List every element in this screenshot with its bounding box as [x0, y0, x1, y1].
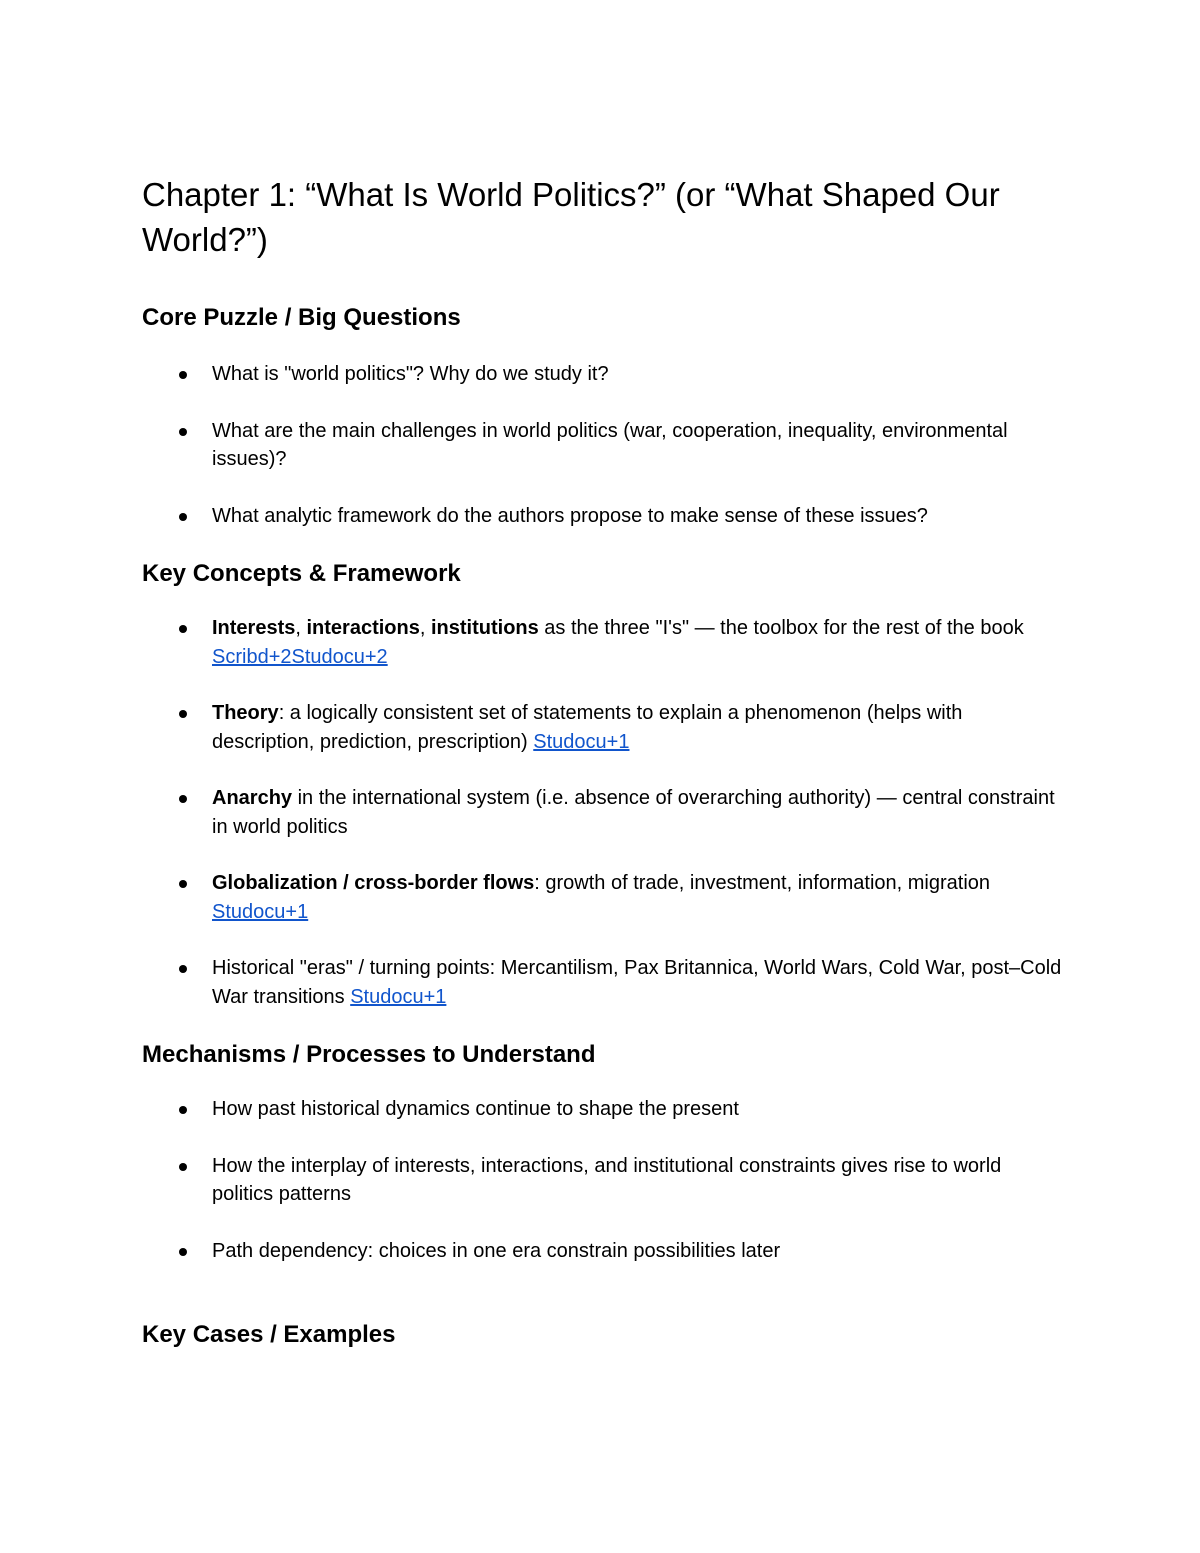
bold-term: interactions — [306, 617, 420, 639]
list-item: Interests, interactions, institutions as the three "I's" — the toolbox for the rest of the book Scribd+2Studocu+2 — [142, 614, 1062, 671]
bold-term: institutions — [430, 617, 539, 639]
list-item: Path dependency: choices in one era constrain possibilities later — [142, 1237, 1062, 1266]
page-title: Chapter 1: “What Is World Politics?” (or “What Shaped Our World?”) — [142, 176, 1000, 258]
list-item: Globalization / cross-border flows: growth of trade, investment, information, migration Studocu+1 — [142, 869, 1062, 926]
source-link[interactable]: Studocu+1 — [350, 985, 447, 1008]
bold-term: Globalization / cross-border flows — [212, 872, 535, 894]
list-item: How past historical dynamics continue to shape the present — [142, 1095, 1062, 1124]
section-heading-mechanisms: Mechanisms / Processes to Understand — [142, 1041, 596, 1068]
bullet-list-core-puzzle — [142, 360, 1062, 530]
section-heading-core-puzzle: Core Puzzle / Big Questions — [142, 304, 461, 331]
bold-term: Theory — [212, 702, 279, 724]
document-page — [142, 172, 1062, 1351]
section-heading-key-concepts: Key Concepts & Framework — [142, 560, 461, 587]
source-link[interactable]: Studocu+1 — [533, 730, 630, 753]
source-link[interactable]: Studocu+1 — [212, 900, 309, 923]
bullet-list-key-concepts — [142, 614, 1062, 1011]
list-item: How the interplay of interests, interactions, and institutional constraints gives rise to world politics patterns — [142, 1152, 1062, 1209]
bold-term: Interests — [212, 617, 296, 639]
list-item: Historical "eras" / turning points: Mercantilism, Pax Britannica, World Wars, Cold War, post–Cold War transitions Studocu+1 — [142, 954, 1062, 1011]
bullet-list-mechanisms — [142, 1095, 1062, 1265]
list-item: Theory: a logically consistent set of statements to explain a phenomenon (helps with description, prediction, prescription) Studocu+1 — [142, 699, 1062, 756]
section-heading-key-cases: Key Cases / Examples — [142, 1321, 396, 1348]
list-item: What analytic framework do the authors propose to make sense of these issues? — [142, 502, 1062, 531]
list-item: What are the main challenges in world politics (war, cooperation, inequality, environmental issues)? — [142, 417, 1062, 474]
source-link[interactable]: Scribd+2Studocu+2 — [212, 645, 388, 668]
bold-term: Anarchy — [212, 787, 293, 809]
list-item: What is "world politics"? Why do we study it? — [142, 360, 1062, 389]
list-item: Anarchy in the international system (i.e. absence of overarching authority) — central constraint in world politics — [142, 784, 1062, 841]
